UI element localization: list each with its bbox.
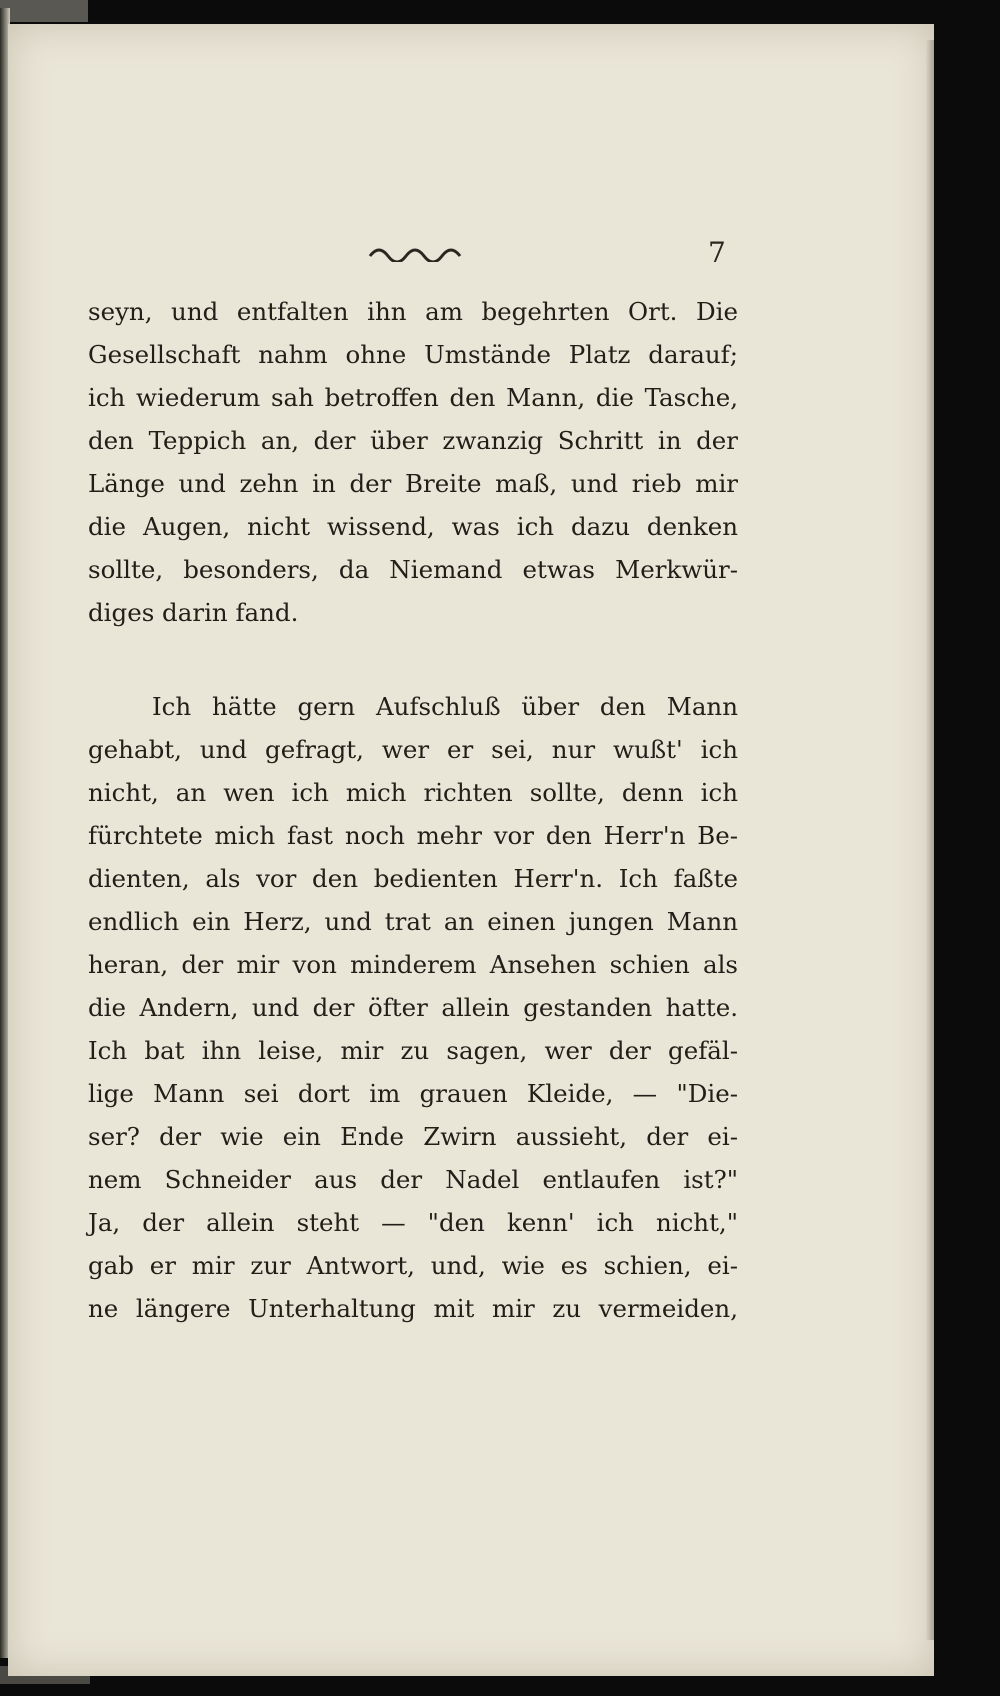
text-line: ne längere Unterhaltung mit mir zu vermeiden,	[88, 1294, 738, 1323]
paragraph	[88, 685, 738, 1330]
text-line: nicht, an wen ich mich richten sollte, denn ich	[88, 778, 738, 807]
text-line: ich wiederum sah betroffen den Mann, die Tasche,	[88, 383, 738, 412]
page-edge-shadow	[926, 40, 934, 1640]
page-number: 7	[708, 236, 726, 269]
text-line: diges darin fand.	[88, 598, 299, 627]
paragraph	[88, 290, 738, 634]
text-line: nem Schneider aus der Nadel entlaufen ist?"	[88, 1165, 738, 1194]
text-line: Ich bat ihn leise, mir zu sagen, wer der gefäl-	[88, 1036, 738, 1065]
binding-edge-top	[0, 0, 88, 22]
text-line: Länge und zehn in der Breite maß, und rieb mir	[88, 469, 738, 498]
text-line: die Andern, und der öfter allein gestanden hatte.	[88, 993, 738, 1022]
text-line: lige Mann sei dort im grauen Kleide, — "Die-	[88, 1079, 738, 1108]
paper-page	[8, 24, 934, 1676]
text-line: gehabt, und gefragt, wer er sei, nur wußt' ich	[88, 735, 738, 764]
text-line: gab er mir zur Antwort, und, wie es schien, ei-	[88, 1251, 738, 1280]
text-line: Ja, der allein steht — "den kenn' ich nicht,"	[88, 1208, 738, 1237]
text-line: Gesellschaft nahm ohne Umstände Platz darauf;	[88, 340, 738, 369]
wavy-rule-ornament-icon	[368, 246, 468, 262]
text-line: die Augen, nicht wissend, was ich dazu denken	[88, 512, 738, 541]
text-line: ser? der wie ein Ende Zwirn aussieht, der ei-	[88, 1122, 738, 1151]
text-line: heran, der mir von minderem Ansehen schien als	[88, 950, 738, 979]
text-line: endlich ein Herz, und trat an einen jungen Mann	[88, 907, 738, 936]
text-line: sollte, besonders, da Niemand etwas Merkwür-	[88, 555, 738, 584]
text-line: seyn, und entfalten ihn am begehrten Ort. Die	[88, 297, 738, 326]
text-line: Ich hätte gern Aufschluß über den Mann	[152, 692, 738, 721]
running-header	[8, 236, 934, 282]
body-text	[88, 290, 738, 1330]
text-line: den Teppich an, der über zwanzig Schritt in der	[88, 426, 738, 455]
text-line: fürchtete mich fast noch mehr vor den Herr'n Be-	[88, 821, 738, 850]
text-line: dienten, als vor den bedienten Herr'n. Ich faßte	[88, 864, 738, 893]
